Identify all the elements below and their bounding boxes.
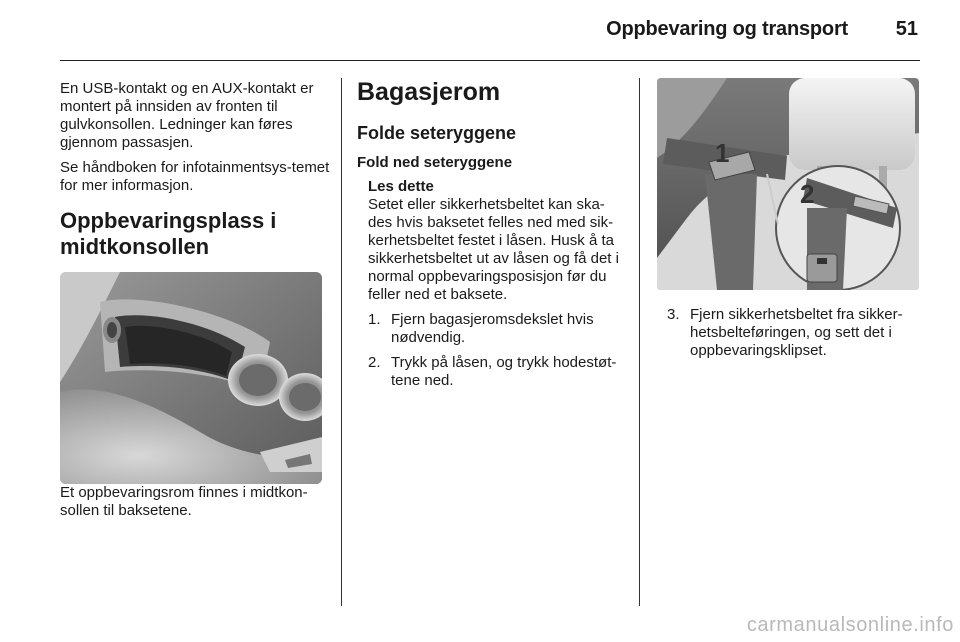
caution-note-text: Setet eller sikkerhetsbeltet kan ska-des hvis baksetet felles ned med sik-kerhetsbeltet festet i låsen. Husk å ta sikkerhetsbeltet ut av låsen og få det i normal oppbevaringsposisjon før du feller ned et baksete. [368, 196, 619, 303]
subsubsection-title-fold-down: Fold ned seteryggene [357, 154, 513, 171]
center-console-storage-photo [60, 272, 322, 484]
column-left [60, 80, 330, 527]
caution-note-title: Les dette [368, 178, 434, 195]
page-header-title: Oppbevaring og transport [606, 18, 848, 40]
step-text: Fjern sikkerhetsbeltet fra sikker-hetsbelteføringen, og sett det i oppbevaringsklipset. [690, 306, 903, 359]
callout-label-2: 2 [800, 179, 815, 209]
column-middle [357, 78, 627, 397]
intro-paragraph-2: Se håndboken for infotainmentsys-temet for mer informasjon. [60, 159, 330, 194]
column-divider-right [639, 78, 640, 606]
step-item [368, 354, 627, 390]
step-text: Fjern bagasjeromsdekslet hvis nødvendig. [391, 311, 594, 346]
column-right [657, 78, 919, 367]
site-watermark: carmanualsonline.info [746, 614, 954, 636]
photo-caption: Et oppbevaringsrom finnes i midtkon-sollen til baksetene. [60, 484, 308, 519]
step-text: Trykk på låsen, og trykk hodestøt-tene ned. [391, 354, 617, 389]
step-item [667, 306, 919, 360]
step-number: 2. [368, 354, 381, 371]
step-number: 1. [368, 311, 381, 328]
callout-label-1: 1 [715, 138, 730, 168]
caution-note [368, 178, 627, 390]
page-number: 51 [895, 18, 918, 40]
section-title-center-console: Oppbevaringsplass i midtkonsollen [60, 208, 277, 259]
subsection-title-fold-seatbacks: Folde seteryggene [357, 123, 517, 143]
step-item [368, 311, 627, 347]
intro-paragraph-1: En USB-kontakt og en AUX-kontakt er montert på innsiden av fronten til gulvkonsollen. Ledninger kan føres gjennom passasjen. [60, 80, 314, 151]
column-divider-left [341, 78, 342, 606]
step-list [667, 306, 919, 360]
step-number: 3. [667, 306, 680, 323]
seatbelt-headrest-illustration [657, 78, 919, 290]
header-divider [60, 60, 920, 61]
section-title-luggage: Bagasjerom [357, 78, 501, 106]
step-list [368, 311, 627, 390]
